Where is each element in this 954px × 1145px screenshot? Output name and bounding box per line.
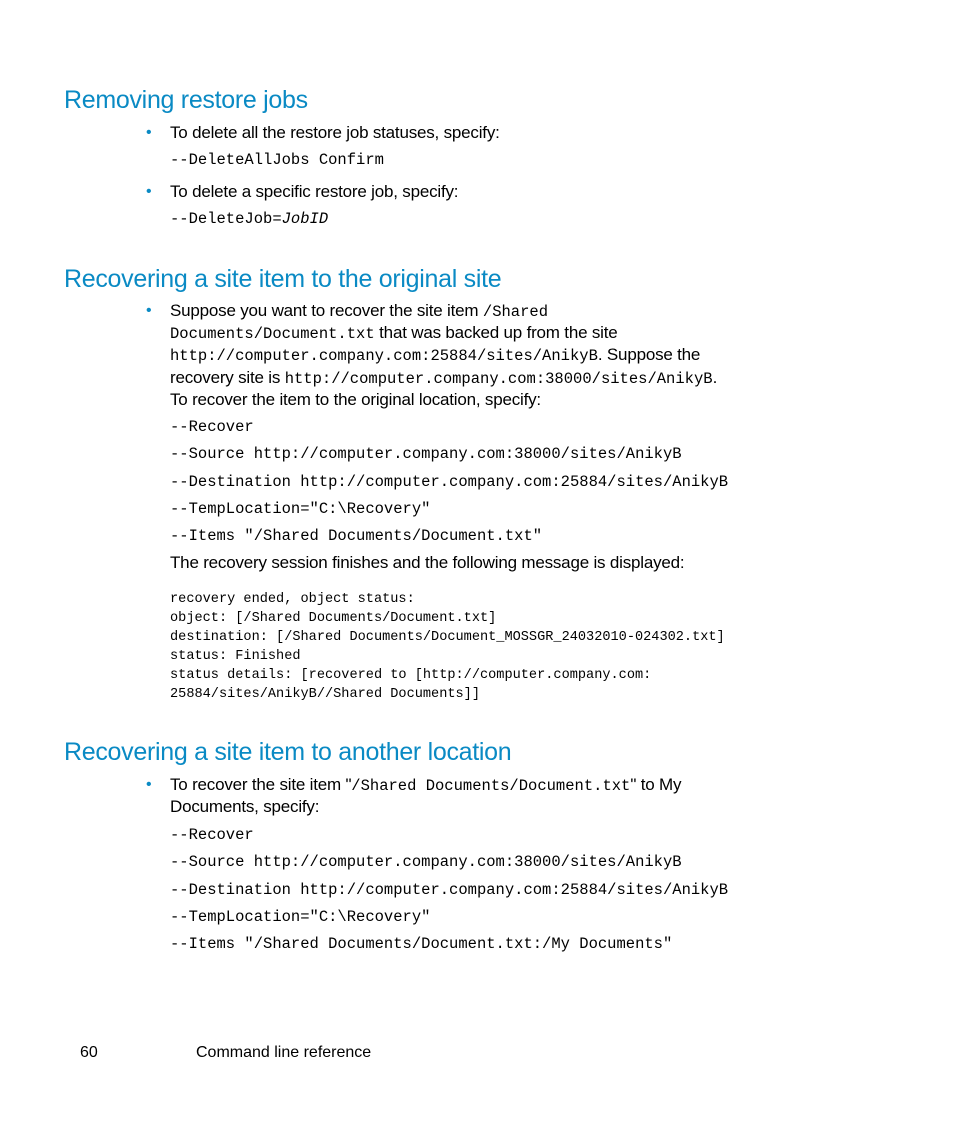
original-para-code: http://computer.company.com:38000/sites/AnikyB (284, 370, 713, 388)
message-line: object: [/Shared Documents/Document.txt] (170, 611, 497, 626)
original-para-line-2 (170, 322, 618, 345)
original-command-recover: --Recover (170, 418, 254, 436)
another-command-destination: --Destination http://computer.company.com:25884/sites/AnikyB (170, 881, 729, 899)
original-command-templocation: --TempLocation="C:\Recovery" (170, 500, 431, 518)
message-line: recovery ended, object status: (170, 592, 415, 607)
delete-job-code (170, 209, 328, 229)
original-para-code: http://computer.company.com:25884/sites/AnikyB (170, 347, 598, 365)
original-para-text: . Suppose the (597, 345, 701, 364)
original-para-line-3 (170, 344, 700, 367)
original-para-code: /Shared (482, 303, 549, 321)
original-para-text: Suppose you want to recover the site item (170, 301, 483, 320)
original-command-destination: --Destination http://computer.company.com:25884/sites/AnikyB (170, 473, 729, 491)
bullet-icon: • (146, 302, 152, 319)
original-para-line-1 (170, 300, 548, 323)
footer-chapter-title: Command line reference (196, 1044, 372, 1061)
heading-removing-restore-jobs: Removing restore jobs (64, 86, 308, 114)
original-para-line-5: To recover the item to the original location, specify: (170, 390, 541, 409)
delete-all-jobs-code: --DeleteAllJobs Confirm (170, 151, 384, 169)
message-line: status details: [recovered to [http://computer.company.com: (170, 668, 652, 683)
another-para-line-2: Documents, specify: (170, 797, 320, 816)
bullet-icon: • (146, 183, 152, 200)
original-para-text: recovery site is (170, 368, 285, 387)
heading-recover-another-location: Recovering a site item to another location (64, 738, 512, 766)
original-para-text: . (712, 368, 718, 387)
recovery-result-text: The recovery session finishes and the following message is displayed: (170, 553, 685, 572)
another-para-code: /Shared Documents/Document.txt (351, 777, 631, 795)
another-command-recover: --Recover (170, 826, 254, 844)
original-command-source: --Source http://computer.company.com:38000/sites/AnikyB (170, 445, 682, 463)
original-para-text: that was backed up from the site (374, 323, 618, 342)
delete-job-text: To delete a specific restore job, specify: (170, 182, 459, 201)
original-para-line-4 (170, 367, 717, 390)
page-number: 60 (80, 1044, 98, 1061)
original-para-code: Documents/Document.txt (170, 325, 375, 343)
delete-job-code-prefix: --DeleteJob= (170, 210, 282, 228)
message-line: status: Finished (170, 649, 301, 664)
delete-all-jobs-text: To delete all the restore job statuses, specify: (170, 123, 500, 142)
bullet-icon: • (146, 124, 152, 141)
another-command-items: --Items "/Shared Documents/Document.txt:/My Documents" (170, 935, 673, 953)
original-command-items: --Items "/Shared Documents/Document.txt" (170, 527, 543, 545)
bullet-icon: • (146, 776, 152, 793)
delete-job-code-variable: JobID (281, 210, 329, 228)
another-para-text: To recover the site item " (170, 775, 352, 794)
another-para-text: " to My (630, 775, 682, 794)
message-line: 25884/sites/AnikyB//Shared Documents]] (170, 687, 480, 702)
message-line: destination: [/Shared Documents/Document_MOSSGR_24032010-024302.txt] (170, 630, 725, 645)
another-command-templocation: --TempLocation="C:\Recovery" (170, 908, 431, 926)
heading-recover-original-site: Recovering a site item to the original site (64, 265, 502, 293)
another-para-line-1 (170, 774, 681, 797)
another-command-source: --Source http://computer.company.com:38000/sites/AnikyB (170, 853, 682, 871)
